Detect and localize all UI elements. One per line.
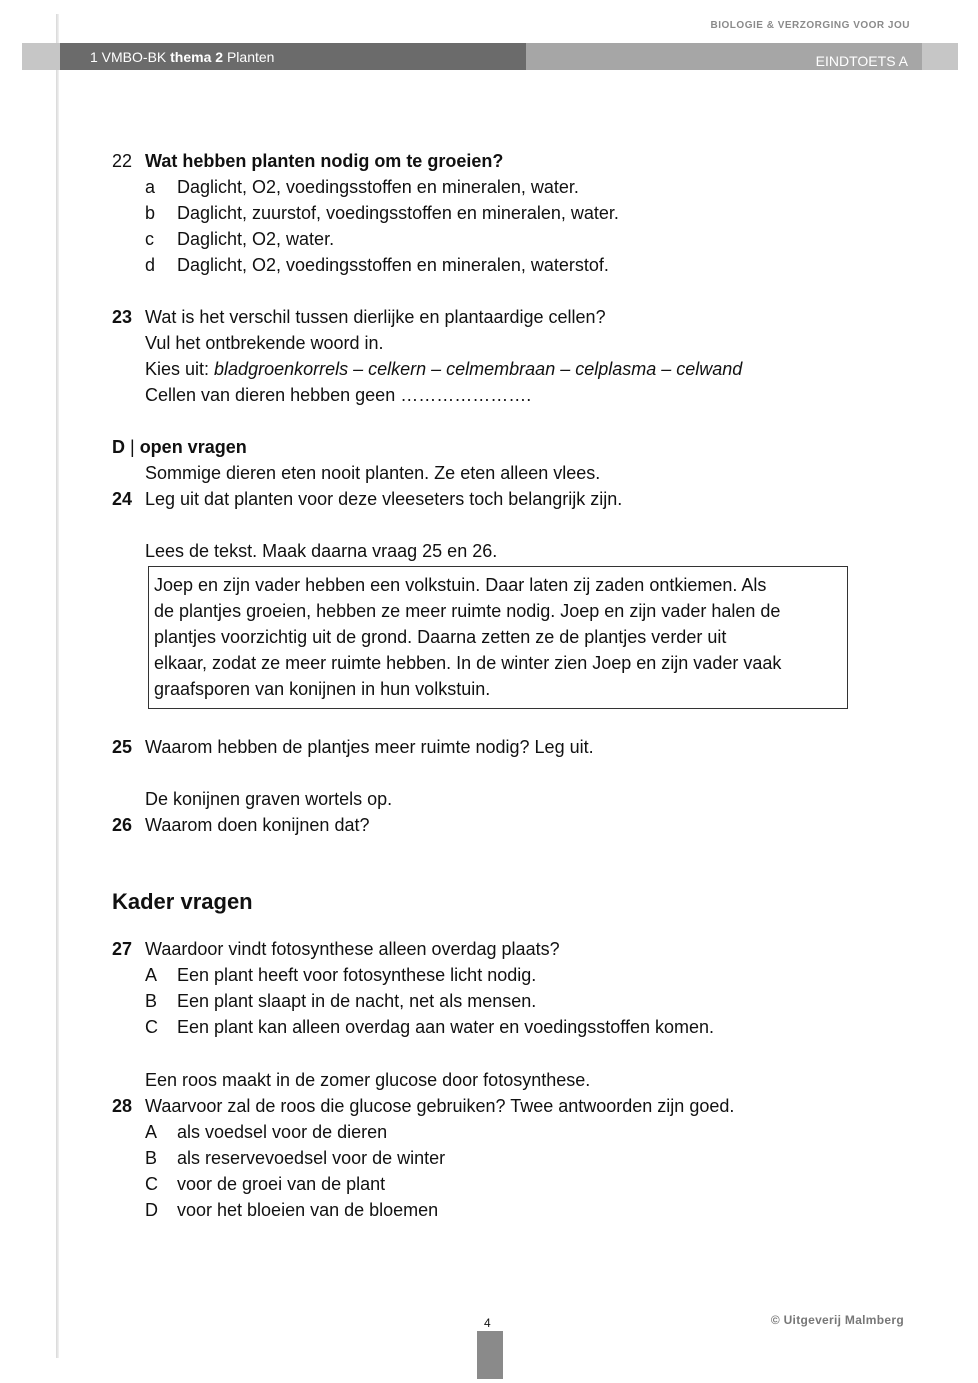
- option-letter: a: [145, 177, 156, 197]
- option-text: Daglicht, O2, voedingsstoffen en mineralen, waterstof.: [177, 255, 609, 275]
- option-letter: C: [145, 1017, 158, 1037]
- question-number: 23: [112, 307, 133, 327]
- question-text: Leg uit dat planten voor deze vleeseters toch belangrijk zijn.: [145, 489, 623, 509]
- option-letter: D: [145, 1200, 158, 1220]
- question-number: 22: [112, 151, 133, 171]
- option-text: Een plant heeft voor fotosynthese licht nodig.: [177, 965, 537, 985]
- reading-line: Joep en zijn vader hebben een volkstuin. Daar laten zij zaden ontkiemen. Als: [154, 575, 767, 595]
- option-text: Een plant slaapt in de nacht, net als mensen.: [177, 991, 537, 1011]
- choices-prefix: Kies uit:: [145, 359, 215, 379]
- question-number: 24: [112, 489, 133, 509]
- brand-label: BIOLOGIE & VERZORGING VOOR JOU: [710, 20, 910, 31]
- option-text: Daglicht, O2, voedingsstoffen en mineralen, water.: [177, 177, 579, 197]
- intro-text: De konijnen graven wortels op.: [145, 789, 393, 809]
- option-letter: A: [145, 965, 158, 985]
- question-text: Wat is het verschil tussen dierlijke en plantaardige cellen?: [145, 307, 606, 327]
- choices-line: [145, 358, 742, 380]
- fill-in-sentence: Cellen van dieren hebben geen ………………….: [145, 385, 532, 405]
- question-number: 26: [112, 815, 133, 835]
- header-thema: thema 2: [170, 49, 224, 65]
- option-letter: B: [145, 1148, 158, 1168]
- section-separator: |: [125, 437, 140, 457]
- page-edge: [56, 14, 59, 1358]
- reading-intro: Lees de tekst. Maak daarna vraag 25 en 26.: [145, 541, 498, 561]
- option-letter: c: [145, 229, 154, 249]
- question-text: Waardoor vindt fotosynthese alleen overdag plaats?: [145, 939, 560, 959]
- option-text: Een plant kan alleen overdag aan water en voedingsstoffen komen.: [177, 1017, 715, 1037]
- test-label: EINDTOETS A: [815, 53, 908, 69]
- option-letter: A: [145, 1122, 158, 1142]
- option-text: als voedsel voor de dieren: [177, 1122, 388, 1142]
- question-number: 27: [112, 939, 133, 959]
- section-heading: [112, 436, 247, 458]
- question-number: 28: [112, 1096, 133, 1116]
- reading-line: graafsporen van konijnen in hun volkstuin.: [154, 679, 491, 699]
- question-text: Waarom hebben de plantjes meer ruimte nodig? Leg uit.: [145, 737, 594, 757]
- option-text: als reservevoedsel voor de winter: [177, 1148, 446, 1168]
- instruction-text: Vul het ontbrekende woord in.: [145, 333, 384, 353]
- page-tab: [477, 1331, 503, 1379]
- intro-text: Sommige dieren eten nooit planten. Ze eten alleen vlees.: [145, 463, 601, 483]
- reading-line: elkaar, zodat ze meer ruimte hebben. In de winter zien Joep en zijn vader vaak: [154, 653, 782, 673]
- page-number: 4: [484, 1316, 491, 1330]
- option-letter: C: [145, 1174, 158, 1194]
- copyright: © Uitgeverij Malmberg: [770, 1313, 904, 1327]
- header-topic: Planten: [226, 49, 275, 65]
- reading-line: de plantjes groeien, hebben ze meer ruimte nodig. Joep en zijn vader halen de: [154, 601, 781, 621]
- option-text: voor de groei van de plant: [177, 1174, 386, 1194]
- question-text: Wat hebben planten nodig om te groeien?: [145, 151, 504, 171]
- question-text: Waarom doen konijnen dat?: [145, 815, 370, 835]
- option-text: Daglicht, O2, water.: [177, 229, 335, 249]
- reading-line: plantjes voorzichtig uit de grond. Daarna zetten ze de plantjes verder uit: [154, 627, 727, 647]
- section-letter: D: [112, 437, 125, 457]
- header-title: [60, 43, 526, 70]
- header-level: 1 VMBO-BK: [90, 49, 167, 65]
- option-letter: B: [145, 991, 158, 1011]
- kader-heading: Kader vragen: [112, 889, 253, 914]
- intro-text: Een roos maakt in de zomer glucose door fotosynthese.: [145, 1070, 591, 1090]
- option-letter: d: [145, 255, 156, 275]
- choices-list: bladgroenkorrels – celkern – celmembraan – celplasma – celwand: [214, 359, 743, 379]
- option-text: voor het bloeien van de bloemen: [177, 1200, 439, 1220]
- question-text: Waarvoor zal de roos die glucose gebruiken? Twee antwoorden zijn goed.: [145, 1096, 735, 1116]
- section-title: open vragen: [139, 437, 247, 457]
- option-text: Daglicht, zuurstof, voedingsstoffen en mineralen, water.: [177, 203, 619, 223]
- question-number: 25: [112, 737, 133, 757]
- option-letter: b: [145, 203, 156, 223]
